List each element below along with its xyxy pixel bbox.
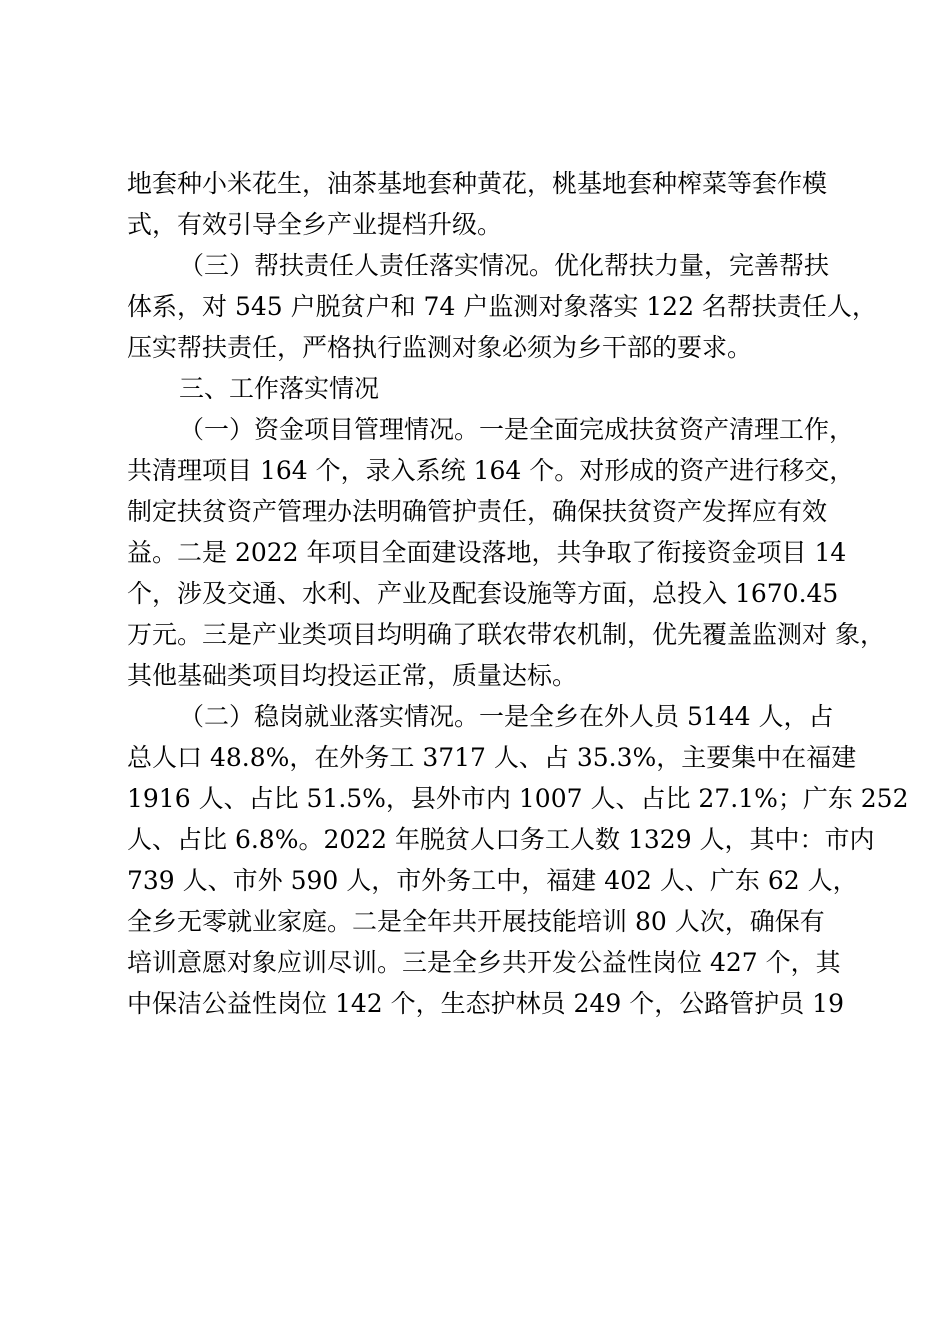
text-line: 中保洁公益性岗位 142 个，生态护林员 249 个，公路管护员 19 [127, 989, 844, 1018]
text-line: 地套种小米花生，油茶基地套种黄花，桃基地套种榨菜等套作模 [127, 169, 828, 198]
text-line: 人、占比 6.8%。2022 年脱贫人口务工人数 1329 人，其中：市内 [127, 825, 875, 854]
text-line: 739 人、市外 590 人，市外务工中，福建 402 人、广东 62 人， [127, 866, 858, 895]
document-body [127, 163, 909, 1024]
text-line: 1916 人、占比 51.5%，县外市内 1007 人、占比 27.1%；广东 252 [127, 784, 909, 813]
text-line: 万元。三是产业类项目均明确了联农带农机制，优先覆盖监测对 象， [127, 620, 885, 649]
section-heading-line: （一）资金项目管理情况。一是全面完成扶贫资产清理工作， [179, 415, 855, 444]
section-heading-line: （二）稳岗就业落实情况。一是全乡在外人员 5144 人，占 [179, 702, 834, 731]
text-line: 全乡无零就业家庭。二是全年共开展技能培训 80 人次，确保有 [127, 907, 825, 936]
section-heading: 三、工作落实情况 [179, 374, 380, 403]
text-line: 其他基础类项目均投运正常，质量达标。 [127, 661, 578, 690]
text-line: 益。二是 2022 年项目全面建设落地，共争取了衔接资金项目 14 [127, 538, 847, 567]
text-line: 体系，对 545 户脱贫户和 74 户监测对象落实 122 名帮扶责任人， [127, 292, 877, 321]
section-heading-line: （三）帮扶责任人责任落实情况。优化帮扶力量，完善帮扶 [179, 251, 830, 280]
text-line: 制定扶贫资产管理办法明确管护责任，确保扶贫资产发挥应有效 [127, 497, 828, 526]
text-line: 压实帮扶责任，严格执行监测对象必须为乡干部的要求。 [127, 333, 753, 362]
text-line: 个，涉及交通、水利、产业及配套设施等方面，总投入 1670.45 [127, 579, 839, 608]
text-line: 式，有效引导全乡产业提档升级。 [127, 210, 503, 239]
text-line: 培训意愿对象应训尽训。三是全乡共开发公益性岗位 427 个，其 [127, 948, 841, 977]
text-line: 总人口 48.8%，在外务工 3717 人、占 35.3%，主要集中在福建 [127, 743, 857, 772]
text-line: 共清理项目 164 个，录入系统 164 个。对形成的资产进行移交， [127, 456, 855, 485]
